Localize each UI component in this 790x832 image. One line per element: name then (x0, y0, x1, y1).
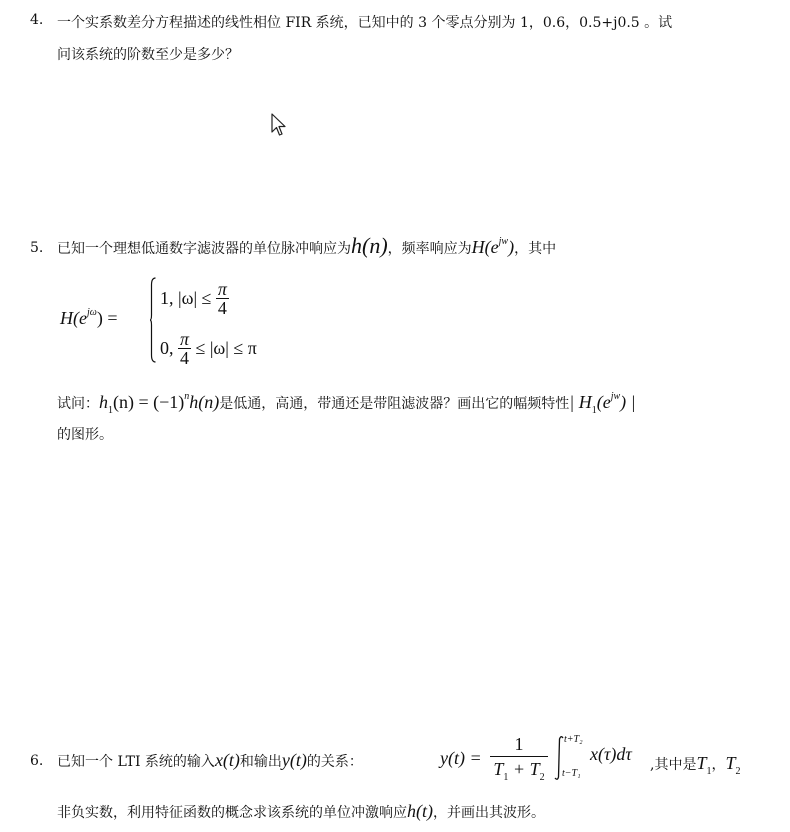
question-6-line-2: 非负实数，利用特征函数的概念求该系统的单位冲激响应h(t)，并画出其波形。 (57, 801, 545, 821)
integral-upper-limit: t+T₂ (564, 734, 583, 745)
q5-text-b: ，频率响应为 (387, 241, 472, 257)
question-5-ask-line: 试问：$h_1(n) = (-1)^nh(n)$是低通，高通，带通还是带阻滤波器？画出它的幅频特性| $H_1(e^{jw})$ | (57, 391, 636, 416)
question-4-number: 4. (30, 12, 44, 28)
mouse-pointer-icon (271, 113, 287, 137)
question-4-line-1: 一个实系数差分方程描述的线性相位 FIR 系统，已知中的 3 个零点分别为 1，0.6，0.5+j0.5 。试 (57, 15, 673, 31)
q6-line-1-tail: ,其中是$T_1$，$T_2$ (650, 753, 741, 777)
q5-text-c: ，其中 (514, 241, 557, 257)
q6-fraction: 1 $T_1 + T_2$ (490, 732, 548, 785)
H-exponent: jw (498, 236, 509, 247)
case-1: 1, |ω| ≤ $\frac{\pi}{4}$ (160, 279, 227, 318)
h-of-n: h(n) (351, 233, 388, 258)
question-6-number: 6. (30, 753, 44, 769)
integrand: x(τ)dτ (590, 744, 632, 764)
question-6-line-1-text: 已知一个 LTI 系统的输入x(t)和输出y(t)的关系： (57, 750, 363, 770)
left-brace (150, 277, 156, 363)
case-2: 0, $\frac{\pi}{4}$ ≤ |ω| ≤ π (160, 329, 257, 368)
q6-equation-lhs: y(t) = (440, 748, 482, 768)
question-5-line-3: 的图形。 (57, 427, 113, 443)
equation-lhs: $H(e^{j\omega})$ = (60, 307, 118, 328)
H-base: H(e (471, 237, 499, 257)
case-2-fraction: $\frac{\pi}{4}$ (179, 329, 189, 368)
case-1-fraction: $\frac{\pi}{4}$ (217, 279, 227, 318)
H-close: ) (508, 237, 515, 257)
q5-text-a: 已知一个理想低通数字滤波器的单位脉冲响应为 (57, 241, 351, 257)
integral-lower-limit: t−T₁ (562, 768, 581, 779)
question-4-line-2: 问该系统的阶数至少是多少？ (57, 47, 239, 63)
question-5-line-1 (57, 231, 556, 266)
question-5-number: 5. (30, 240, 44, 256)
